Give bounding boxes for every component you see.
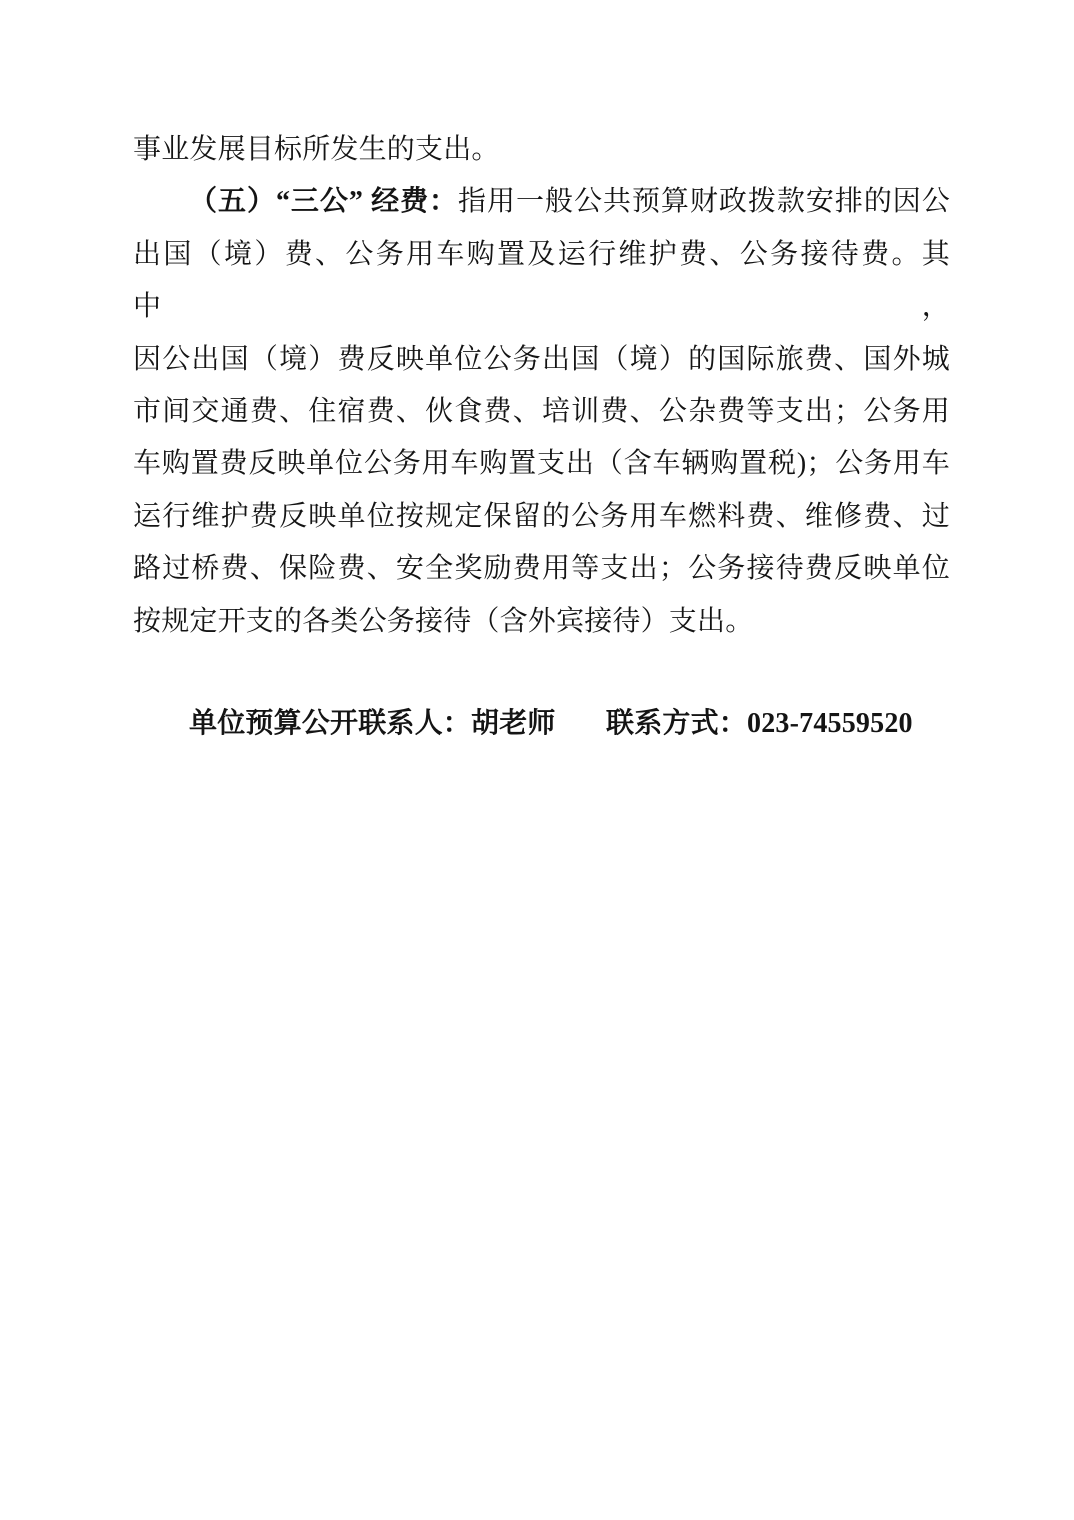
section-text-line: 市间交通费、住宿费、伙食费、培训费、公杂费等支出；公务用 (133, 396, 950, 428)
section-heading-line (133, 176, 950, 228)
contact-line (133, 698, 950, 750)
section-heading: （五）“三公” 经费： (189, 186, 459, 218)
paragraph-end-line: 事业发展目标所发生的支出。 (133, 134, 500, 165)
section-text-line: 路过桥费、保险费、安全奖励费用等支出；公务接待费反映单位 (133, 553, 950, 585)
section-text-line: 车购置费反映单位公务用车购置支出（含车辆购置税)；公务用车 (133, 448, 950, 480)
document-body (133, 124, 950, 750)
section-text-line: 因公出国（境）费反映单位公务出国（境）的国际旅费、国外城 (133, 343, 950, 375)
section-text-line: 运行维护费反映单位按规定保留的公务用车燃料费、维修费、过 (133, 500, 950, 532)
section-text-line: 指用一般公共预算财政拨款安排的因公 (458, 186, 950, 218)
contact-person: 单位预算公开联系人：胡老师 (189, 708, 556, 740)
contact-phone: 联系方式：023-74559520 (606, 708, 913, 740)
section-text-line: 按规定开支的各类公务接待（含外宾接待）支出。 (133, 605, 754, 637)
section-text-line: 出国（境）费、公务用车购置及运行维护费、公务接待费。其中， (133, 238, 950, 323)
